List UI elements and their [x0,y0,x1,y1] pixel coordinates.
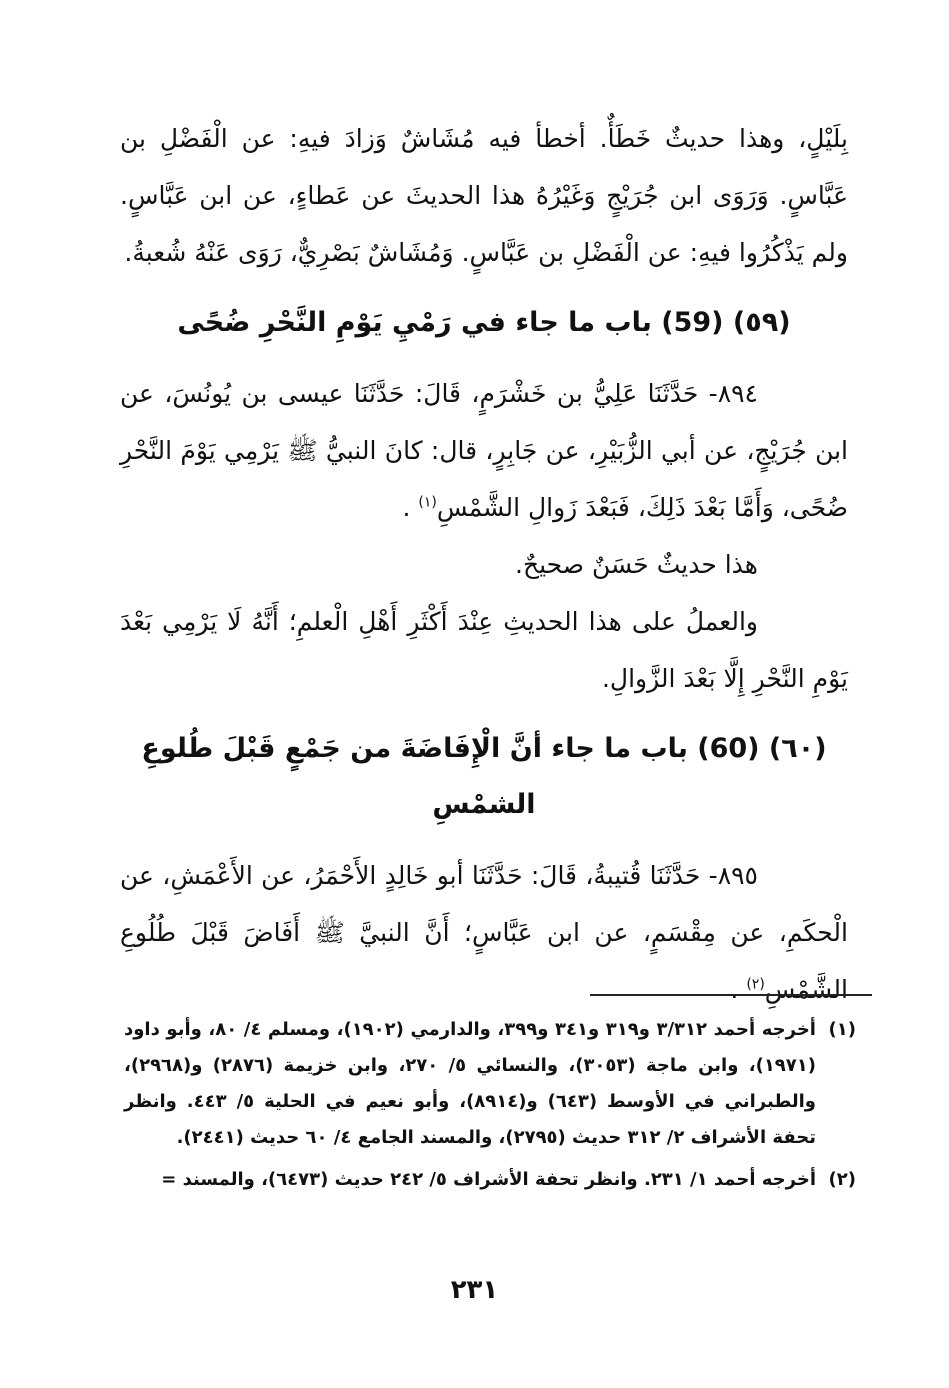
hadith-894-text: ٨٩٤- حَدَّثَنَا عَلِيُّ بن خَشْرَمٍ، قَالَ: حَدَّثَنَا عيسى بن يُونُسَ، عن ابن جُرَيْجٍ، عن أبي الزُّبَيْرِ، عن جَابِرٍ، قال: كانَ النبيُّ ﷺ يَرْمِي يَوْمَ النَّحْرِ ضُحًى، وَأَمَّا بَعْدَ ذَلِكَ، فَبَعْدَ زَوالِ الشَّمْسِ [120,379,848,522]
hadith-895-end: . [730,975,747,1004]
footnote-divider [590,994,872,996]
footnote-1 [124,1012,856,1156]
hadith-894-end: . [402,493,419,522]
hadith-895 [120,847,848,1018]
footnotes [124,1012,856,1204]
hadith-894 [120,365,848,536]
hadith-895-text: ٨٩٥- حَدَّثَنَا قُتيبةُ، قَالَ: حَدَّثَنَا أبو خَالِدٍ الأَحْمَرُ، عن الأَعْمَشِ، عن الْحكَمِ، عن مِقْسَمٍ، عن ابن عَبَّاسٍ؛ أَنَّ النبيَّ ﷺ أَفَاضَ قَبْلَ طُلُوعِ الشَّمْسِ [120,861,848,1004]
paragraph-continuation: بِلَيْلٍ، وهذا حديثٌ خَطَأٌ. أخطأ فيه مُشَاشٌ وَزادَ فيهِ: عن الْفَضْلِ بن عَبَّاسٍ. وَرَوَى ابن جُرَيْجٍ وَغَيْرُهُ هذا الحديثَ عن عَطاءٍ، عن ابن عَبَّاسٍ. ولم يَذْكُرُوا فيهِ: عن الْفَضْلِ بن عَبَّاسٍ. وَمُشَاشٌ بَصْرِيٌّ، رَوَى عَنْهُ شُعبةُ. [120,124,848,267]
page-number: ٢٣١ [450,1275,499,1305]
hadith-grading: هذا حديثٌ حَسَنٌ صحيحٌ. [515,550,758,579]
scholarly-practice-note: والعملُ على هذا الحديثِ عِنْدَ أَكْثَرِ أَهْلِ الْعلمِ؛ أَنَّهُ لَا يَرْمِي بَعْدَ يَوْمِ النَّحْرِ إِلَّا بَعْدَ الزَّوالِ. [120,607,848,693]
chapter-heading-59: (٥٩) (59) باب ما جاء في رَمْيِ يَوْمِ النَّحْرِ ضُحًى [177,307,791,338]
footnote-ref-1: (١) [418,494,437,511]
footnote-number: (٢) [828,1169,856,1190]
chapter-heading-60: (٦٠) (60) باب ما جاء أنَّ الْإِفَاضَةَ من جَمْعٍ قَبْلَ طُلوعِ الشمْسِ [141,733,827,820]
footnote-text: أخرجه أحمد ٣/٣١٢ و٣١٩ و٣٤١ و٣٩٩، والدارمي (١٩٠٢)، ومسلم ٤/ ٨٠، وأبو داود (١٩٧١)، وابن ماجة (٣٠٥٣)، والنسائي ٥/ ٢٧٠، وابن خزيمة (٢٨٧٦) و(٢٩٦٨)، والطبراني في الأوسط (٦٤٣) و(٨٩١٤)، وأبو نعيم في الحلية ٥/ ٤٤٣. وانظر تحفة الأشراف ٢/ ٣١٢ حديث (٢٧٩٥)، والمسند الجامع ٤/ ٦٠ حديث (٢٤٤١). [124,1019,816,1148]
main-text [120,110,848,1018]
footnote-text: أخرجه أحمد ١/ ٢٣١. وانظر تحفة الأشراف ٥/ ٢٤٢ حديث (٦٤٧٣)، والمسند = [161,1169,816,1190]
footnote-2 [124,1162,856,1198]
footnote-ref-2: (٢) [746,976,765,993]
footnote-number: (١) [828,1019,856,1040]
